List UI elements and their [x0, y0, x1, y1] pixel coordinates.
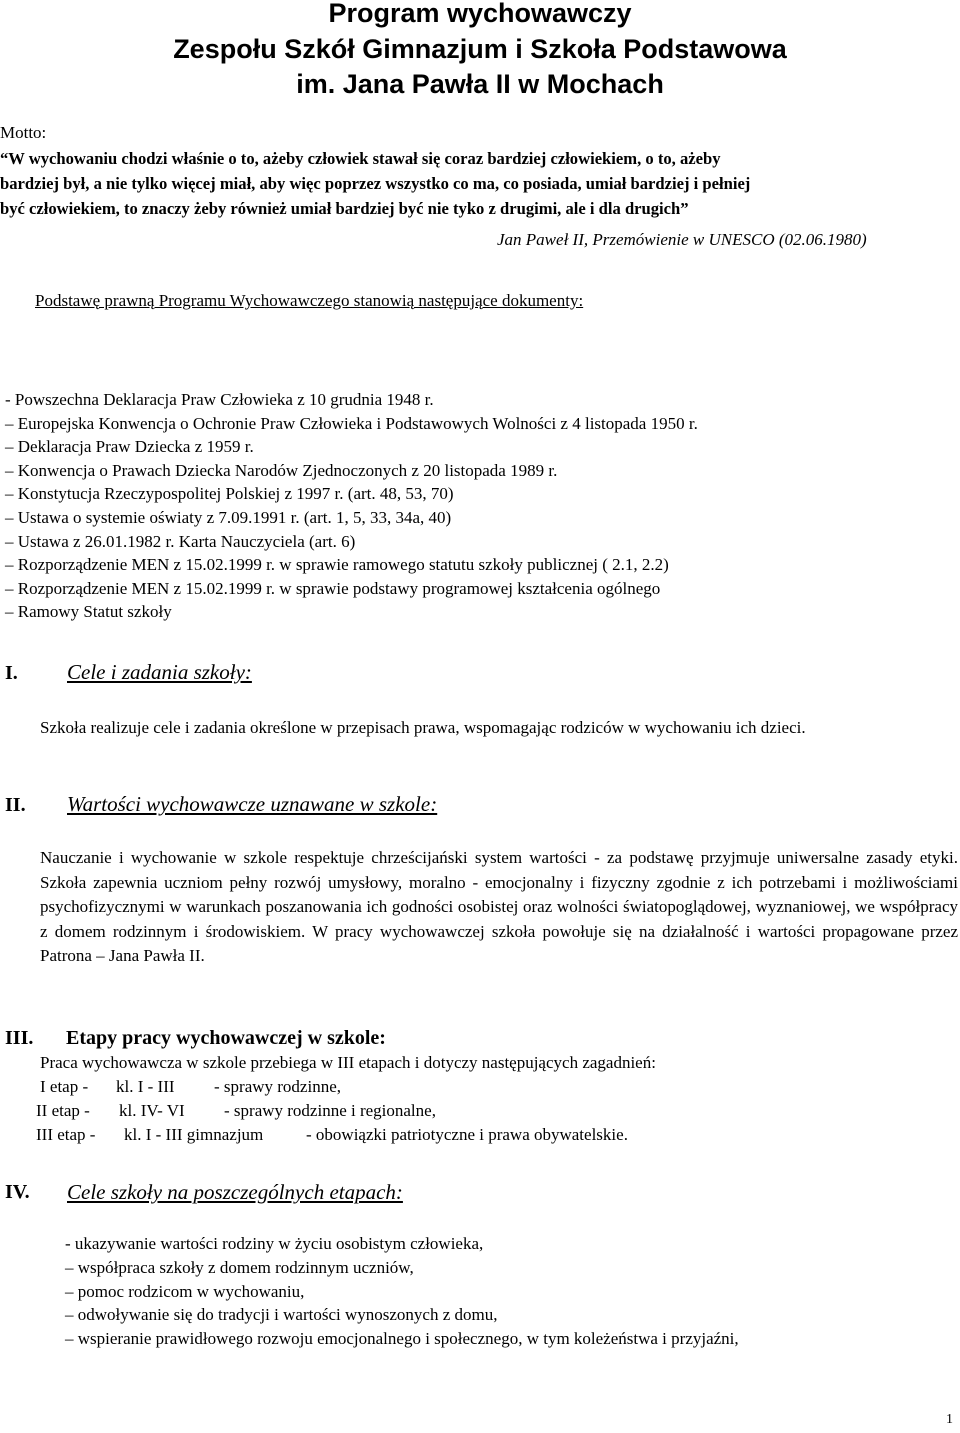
- section-4-goal-list: [65, 1232, 739, 1351]
- motto-line: “W wychowaniu chodzi właśnie o to, ażeby człowiek stawał się coraz bardziej człowiekiem, o to, ażeby: [0, 149, 721, 168]
- section-3-intro: Praca wychowawcza w szkole przebiega w III etapach i dotyczy następujących zagadnień:: [40, 1053, 656, 1072]
- stage-3-desc: - obowiązki patriotyczne i prawa obywatelskie.: [306, 1125, 628, 1144]
- section-2-title: Wartości wychowawcze uznawane w szkole:: [67, 792, 438, 816]
- stage-2-desc: - sprawy rodzinne i regionalne,: [224, 1101, 436, 1120]
- list-item: – Ustawa o systemie oświaty z 7.09.1991 r. (art. 1, 5, 33, 34a, 40): [5, 507, 452, 527]
- doc-title-line3: im. Jana Pawła II w Mochach: [296, 69, 664, 99]
- section-2-number: II.: [5, 794, 26, 816]
- doc-title-line2: Zespołu Szkół Gimnazjum i Szkoła Podstawowa: [173, 34, 787, 64]
- list-item: – Ustawa z 26.01.1982 r. Karta Nauczyciela (art. 6): [5, 531, 356, 551]
- list-item: – Konstytucja Rzeczypospolitej Polskiej z 1997 r. (art. 48, 53, 70): [5, 484, 454, 504]
- stage-1-desc: - sprawy rodzinne,: [214, 1077, 341, 1096]
- stage-3-class: kl. I - III gimnazjum: [124, 1125, 264, 1144]
- list-item: – wspieranie prawidłowego rozwoju emocjonalnego i społecznego, w tym koleżeństwa i przyjaźni,: [65, 1329, 739, 1349]
- doc-title-line1: Program wychowawczy: [328, 0, 632, 28]
- section-1-text: Szkoła realizuje cele i zadania określone w przepisach prawa, wspomagając rodziców w wychowaniu ich dzieci.: [40, 718, 806, 737]
- stage-2-name: II etap -: [36, 1101, 90, 1120]
- list-item: – Rozporządzenie MEN z 15.02.1999 r. w sprawie podstawy programowej kształcenia ogólnego: [5, 578, 661, 598]
- legal-heading: Podstawę prawną Programu Wychowawczego stanowią następujące dokumenty:: [35, 291, 584, 310]
- section-3-number: III.: [5, 1027, 34, 1049]
- list-item: – Ramowy Statut szkoły: [5, 602, 172, 622]
- list-item: – Konwencja o Prawach Dziecka Narodów Zjednoczonych z 20 listopada 1989 r.: [5, 460, 558, 480]
- stage-2-class: kl. IV- VI: [119, 1101, 185, 1120]
- motto-author: Jan Paweł II, Przemówienie w UNESCO (02.06.1980): [497, 230, 867, 249]
- list-item: – Deklaracja Praw Dziecka z 1959 r.: [5, 437, 254, 457]
- section-2-text: Nauczanie i wychowanie w szkole respektuje chrześcijański system wartości - za podstawę przyjmuje uniwersalne zasady etyki. Szkoła zapewnia uczniom pełny rozwój umysłowy, moralno - emocjonalny i fizyczny zgodnie z ich potrzebami i możliwościami psychofizycznymi w warunkach poszanowania ich godności osobistej oraz wolności światopoglądowej, wyznaniowej, we współpracy z domem rodzinnym i środowiskiem. W pracy wychowawczej szkoła powołuje się na działalność i wartości propagowane przez Patrona – Jana Pawła II.: [40, 848, 958, 966]
- motto-quote: [0, 146, 960, 221]
- page-number: 1: [946, 1412, 953, 1427]
- list-item: – Rozporządzenie MEN z 15.02.1999 r. w sprawie ramowego statutu szkoły publicznej ( 2.1, 2.2): [5, 555, 669, 575]
- list-item: - Powszechna Deklaracja Praw Człowieka z 10 grudnia 1948 r.: [5, 390, 434, 409]
- motto-line: bardziej był, a nie tylko więcej miał, aby więc poprzez wszystko co ma, co posiada, umiał bardziej i pełniej: [0, 174, 751, 193]
- section-3-title: Etapy pracy wychowawczej w szkole:: [66, 1027, 386, 1049]
- list-item: – pomoc rodzicom w wychowaniu,: [65, 1281, 305, 1301]
- motto-line: być człowiekiem, to znaczy żeby również umiał bardziej być nie tyko z drugimi, ale i dla drugich”: [0, 199, 689, 218]
- stage-1-name: I etap -: [40, 1077, 89, 1096]
- list-item: – Europejska Konwencja o Ochronie Praw Człowieka i Podstawowych Wolności z 4 listopada 1950 r.: [5, 413, 698, 433]
- section-1-title: Cele i zadania szkoły:: [67, 660, 252, 684]
- stage-3-name: III etap -: [36, 1125, 96, 1144]
- section-4-title: Cele szkoły na poszczególnych etapach:: [67, 1180, 403, 1204]
- section-4-number: IV.: [5, 1181, 30, 1203]
- stage-1-class: kl. I - III: [116, 1077, 175, 1096]
- section-1-number: I.: [5, 662, 18, 684]
- legal-document-list: [5, 388, 698, 624]
- list-item: - ukazywanie wartości rodziny w życiu osobistym człowieka,: [65, 1234, 484, 1253]
- list-item: – współpraca szkoły z domem rodzinnym uczniów,: [65, 1257, 414, 1277]
- list-item: – odwoływanie się do tradycji i wartości wynoszonych z domu,: [65, 1305, 498, 1325]
- motto-label: Motto:: [0, 123, 47, 142]
